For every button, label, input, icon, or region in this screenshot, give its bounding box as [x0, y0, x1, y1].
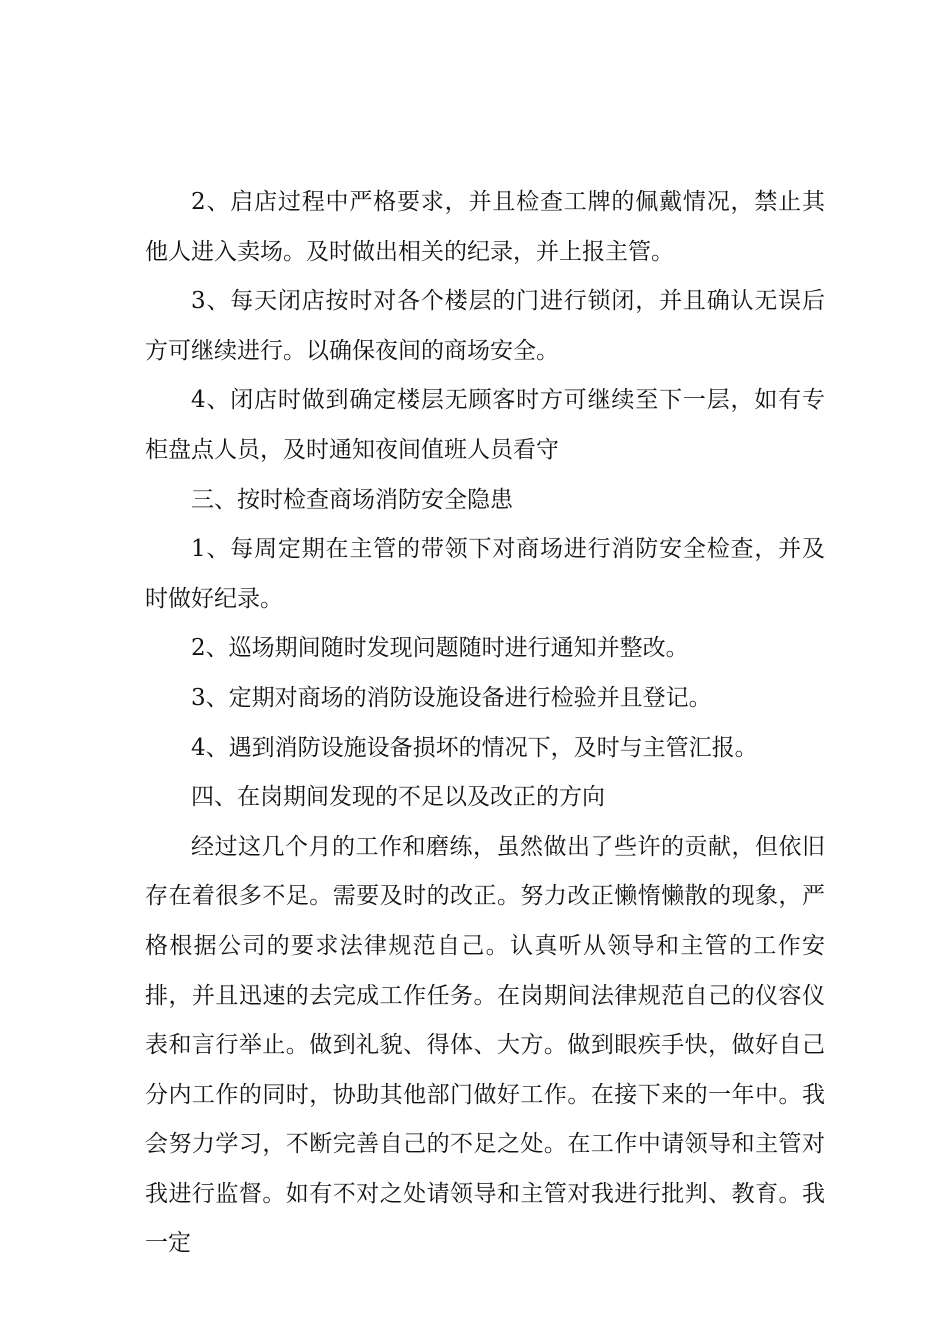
section-heading-fire-safety: 三、按时检查商场消防安全隐患 [191, 486, 513, 513]
paragraph-equipment-check: 3、定期对商场的消防设施设备进行检验并且登记。 [191, 684, 712, 711]
document-body [145, 178, 825, 1269]
paragraph-weekly-inspection: 1、每周定期在主管的带领下对商场进行消防安全检查，并及时做好纪录。 [145, 536, 825, 612]
paragraph-damage-report: 4、遇到消防设施设备损坏的情况下，及时与主管汇报。 [191, 734, 758, 761]
paragraph-closing-lock: 3、每天闭店按时对各个楼层的门进行锁闭，并且确认无误后方可继续进行。以确保夜间的商场安全。 [145, 288, 825, 364]
paragraph-self-reflection: 经过这几个月的工作和磨练，虽然做出了些许的贡献，但依旧存在着很多不足。需要及时的改正。努力改正懒惰懒散的现象，严格根据公司的要求法律规范自己。认真听从领导和主管的工作安排，并且迅速的去完成工作任务。在岗期间法律规范自己的仪容仪表和言行举止。做到礼貌、得体、大方。做到眼疾手快，做好自己分内工作的同时，协助其他部门做好工作。在接下来的一年中。我会努力学习，不断完善自己的不足之处。在工作中请领导和主管对我进行监督。如有不对之处请领导和主管对我进行批判、教育。我一定 [145, 833, 825, 1257]
section-heading-shortcomings: 四、在岗期间发现的不足以及改正的方向 [191, 784, 605, 811]
paragraph-floor-clearance: 4、闭店时做到确定楼层无顾客时方可继续至下一层，如有专柜盘点人员，及时通知夜间值班人员看守 [145, 387, 825, 463]
paragraph-patrol-rectification: 2、巡场期间随时发现问题随时进行通知并整改。 [191, 635, 689, 662]
paragraph-opening-check: 2、启店过程中严格要求，并且检查工牌的佩戴情况，禁止其他人进入卖场。及时做出相关的纪录，并上报主管。 [145, 189, 825, 265]
